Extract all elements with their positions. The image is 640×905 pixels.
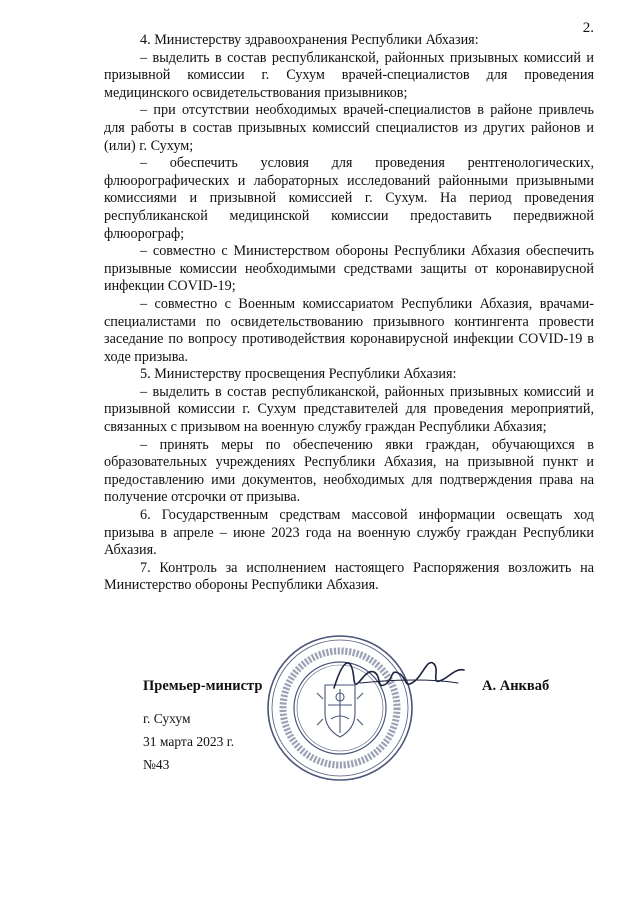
paragraph-item-4-4: – совместно с Министерством обороны Республики Абхазия обеспечить призывные комиссии необходимыми средствами защиты от коронавирусной инфекции COVID-19; — [104, 243, 594, 295]
page-number: 2. — [582, 20, 594, 36]
paragraph-item-5-2: – принять меры по обеспечению явки граждан, обучающихся в образовательных учреждениях Республики Абхазия, на призывной пункт и предоставлению ими документов, необходимых для подтверждения права на получение отсрочки от призыва. — [104, 436, 594, 506]
paragraph-item-6: 6. Государственным средствам массовой информации освещать ход призыва в апреле – июне 2023 года на военную службу граждан Республики Абхазия. — [104, 507, 594, 559]
paragraph-item-4-2: – при отсутствии необходимых врачей-специалистов в районе привлечь для работы в состав призывных комиссий специалистов из других районов и (или) г. Сухум; — [104, 102, 594, 154]
paragraph-item-5: 5. Министерству просвещения Республики Абхазия: — [140, 366, 457, 383]
paragraph-item-4-5: – совместно с Военным комиссариатом Республики Абхазия, врачами-специалистами по освидетельствованию призывного контингента провести заседание по вопросу противодействия коронавирусной инфекции COVID-19 в ходе призыва. — [104, 295, 594, 365]
signatory-name: А. Анкваб — [482, 678, 550, 694]
paragraph-item-4-1: – выделить в состав республиканской, районных призывных комиссий и призывной комиссии г. Сухум врачей-специалистов для проведения медицинского освидетельствования призывников; — [104, 49, 594, 101]
place-of-issue: г. Сухум — [143, 711, 191, 726]
paragraph-item-7: 7. Контроль за исполнением настоящего Распоряжения возложить на Министерство обороны Республики Абхазия. — [104, 559, 594, 594]
paragraph-item-4: 4. Министерству здравоохранения Республики Абхазия: — [140, 32, 479, 48]
document-body — [104, 32, 594, 595]
document-date: 31 марта 2023 г. — [143, 734, 235, 749]
handwritten-signature — [330, 650, 470, 700]
signatory-title: Премьер-министр — [143, 678, 263, 694]
paragraph-item-5-1: – выделить в состав республиканской, районных призывных комиссий и призывной комиссии г. Сухум представителей для проведения мероприятий, связанных с призывом на военную службу граждан Республики Абхазия; — [104, 383, 594, 436]
paragraph-item-4-3: – обеспечить условия для проведения рентгенологических, флюорографических и лабораторных исследований районными призывными комиссиями и призывной комиссией г. Сухум. На период проведения республиканской медицинской комиссии предоставить передвижной флюорограф; — [104, 155, 594, 242]
document-number: №43 — [143, 757, 170, 772]
